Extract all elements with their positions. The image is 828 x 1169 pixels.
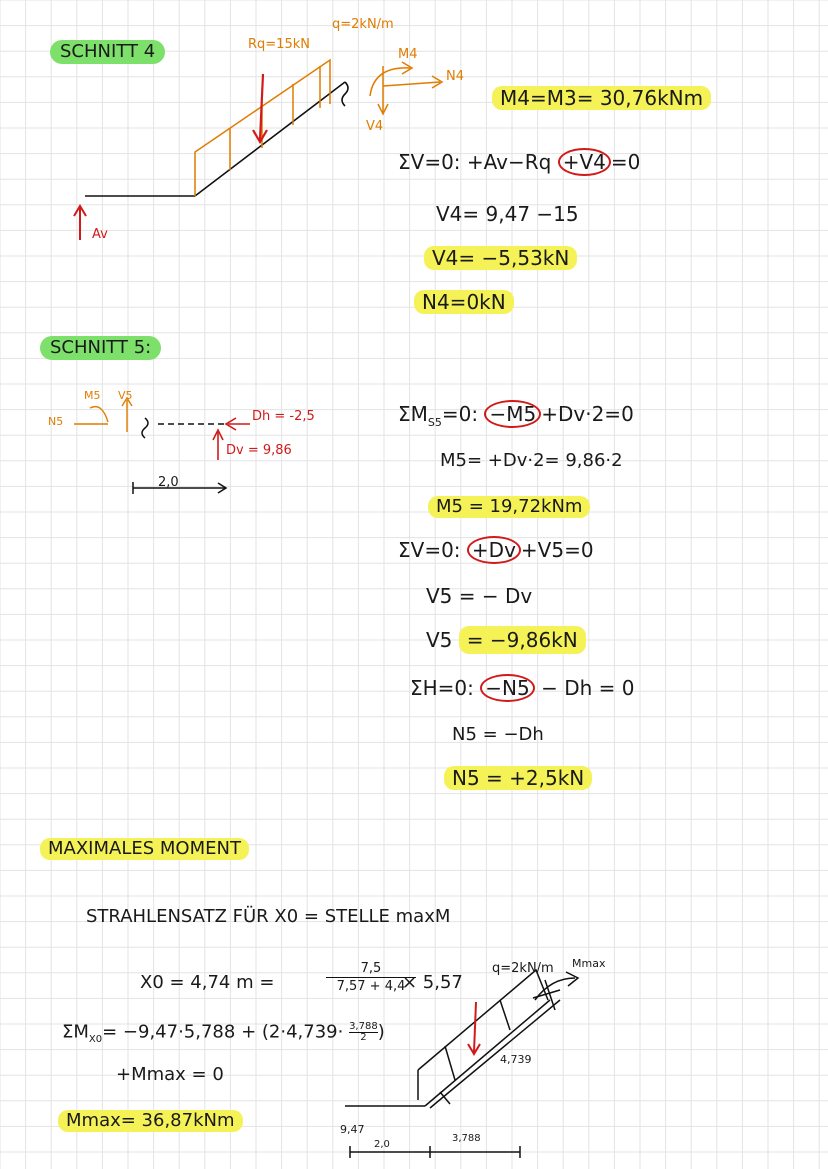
schnitt5-m5-result: M5 = 19,72kNm <box>428 496 590 518</box>
schnitt5-n5-label: N5 <box>48 415 64 428</box>
schnitt5-moment-prefix: ΣM <box>398 402 428 426</box>
schnitt5-dh-label: Dh = -2,5 <box>252 409 315 424</box>
schnitt5-sum-h-suffix: − Dh = 0 <box>541 676 635 700</box>
schnitt5-dv-label: Dv = 9,86 <box>226 443 292 458</box>
schnitt5-diagram <box>133 418 226 494</box>
schnitt5-v5-calc: V5 = − Dv <box>426 584 533 608</box>
diagram-av-label: 9,47 <box>340 1123 365 1136</box>
schnitt5-v5-result <box>426 630 586 650</box>
schnitt4-av-label: Av <box>92 227 108 242</box>
diagram-length-label: 4,739 <box>500 1053 532 1066</box>
schnitt5-v5-result-prefix: V5 <box>426 628 453 652</box>
schnitt4-cut-forces <box>370 62 442 114</box>
schnitt4-diagram <box>85 82 348 196</box>
x0-fraction-numerator: 7,5 <box>326 962 416 978</box>
sum-m-prefix: ΣM <box>62 1021 89 1043</box>
sum-m-fraction-numerator: 3,788 <box>349 1021 378 1032</box>
schnitt5-sum-h-equation <box>410 678 634 698</box>
sum-m-line2: +Mmax = 0 <box>116 1064 224 1085</box>
strahlensatz-line: STRAHLENSATZ FÜR X0 = STELLE maxM <box>86 906 451 927</box>
schnitt4-v4-calc: V4= 9,47 −15 <box>436 202 579 226</box>
max-moment-heading: MAXIMALES MOMENT <box>40 838 249 860</box>
mmax-result: Mmax= 36,87kNm <box>58 1110 243 1132</box>
schnitt4-av-arrow <box>74 206 86 240</box>
schnitt5-v5-label: V5 <box>118 389 133 402</box>
schnitt4-v4-result: V4= −5,53kN <box>424 246 577 270</box>
diagram-q-label: q=2kN/m <box>492 961 554 976</box>
schnitt4-sum-v-prefix: ΣV=0: +Av−Rq <box>398 150 552 174</box>
schnitt5-v5-result-value: = −9,86kN <box>459 626 586 654</box>
schnitt5-sum-h-prefix: ΣH=0: <box>410 676 474 700</box>
sum-m-fraction <box>349 1022 378 1043</box>
x0-fraction-denominator: 7,57 + 4,4 <box>336 979 406 994</box>
sum-m-fraction-denominator: 2 <box>360 1032 367 1043</box>
schnitt5-moment-sub: S5 <box>427 416 442 429</box>
schnitt4-n4-label: N4 <box>446 69 464 84</box>
x0-fraction-suffix: × 5,57 <box>402 972 463 993</box>
schnitt4-v4-label: V4 <box>366 119 384 134</box>
schnitt4-heading: SCHNITT 4 <box>50 40 165 64</box>
diagram-dim2-label: 3,788 <box>452 1133 481 1144</box>
schnitt5-sum-v-equation <box>398 540 594 560</box>
schnitt5-cut-forces <box>74 398 132 432</box>
schnitt5-m5-label: M5 <box>84 389 101 402</box>
schnitt5-dimension: 2,0 <box>158 475 179 490</box>
schnitt4-q-label: q=2kN/m <box>332 17 394 32</box>
sum-m-eq: = −9,47·5,788 + (2·4,739· <box>102 1021 344 1043</box>
diagram-mmax-label: Mmax <box>572 957 606 970</box>
schnitt5-sum-v-circled: +Dv <box>467 536 521 564</box>
schnitt4-m4-label: M4 <box>398 47 418 62</box>
schnitt5-n5-calc: N5 = −Dh <box>452 724 544 745</box>
schnitt5-sum-v-suffix: +V5=0 <box>520 538 594 562</box>
sum-m-sub: X0 <box>88 1034 103 1046</box>
schnitt5-heading: SCHNITT 5: <box>40 336 161 360</box>
schnitt5-m5-calc: M5= +Dv·2= 9,86·2 <box>440 450 623 471</box>
schnitt4-moment-equation: M4=M3= 30,76kNm <box>492 86 711 110</box>
schnitt5-n5-result: N5 = +2,5kN <box>444 766 592 790</box>
schnitt4-sum-v-circled: +V4 <box>558 148 611 176</box>
x0-equation: X0 = 4,74 m = <box>140 972 275 993</box>
max-moment-diagram <box>345 970 578 1158</box>
schnitt4-sum-v-suffix: =0 <box>610 150 641 174</box>
schnitt5-sum-v-prefix: ΣV=0: <box>398 538 461 562</box>
schnitt5-moment-suffix: +Dv·2=0 <box>541 402 634 426</box>
max-moment-red-arrow <box>468 1002 480 1054</box>
schnitt4-sum-v-equation <box>398 152 640 172</box>
sum-m-close: ) <box>377 1021 385 1043</box>
schnitt5-moment-equation <box>398 404 634 428</box>
schnitt5-moment-circled: −M5 <box>484 400 541 428</box>
schnitt4-n4-result: N4=0kN <box>414 290 514 314</box>
diagram-dim1-label: 2,0 <box>374 1139 390 1150</box>
schnitt4-rq-label: Rq=15kN <box>248 37 310 52</box>
sum-m-x0-equation <box>62 1022 385 1045</box>
schnitt5-sum-h-circled: −N5 <box>480 674 534 702</box>
schnitt5-moment-mid: =0: <box>441 402 479 426</box>
